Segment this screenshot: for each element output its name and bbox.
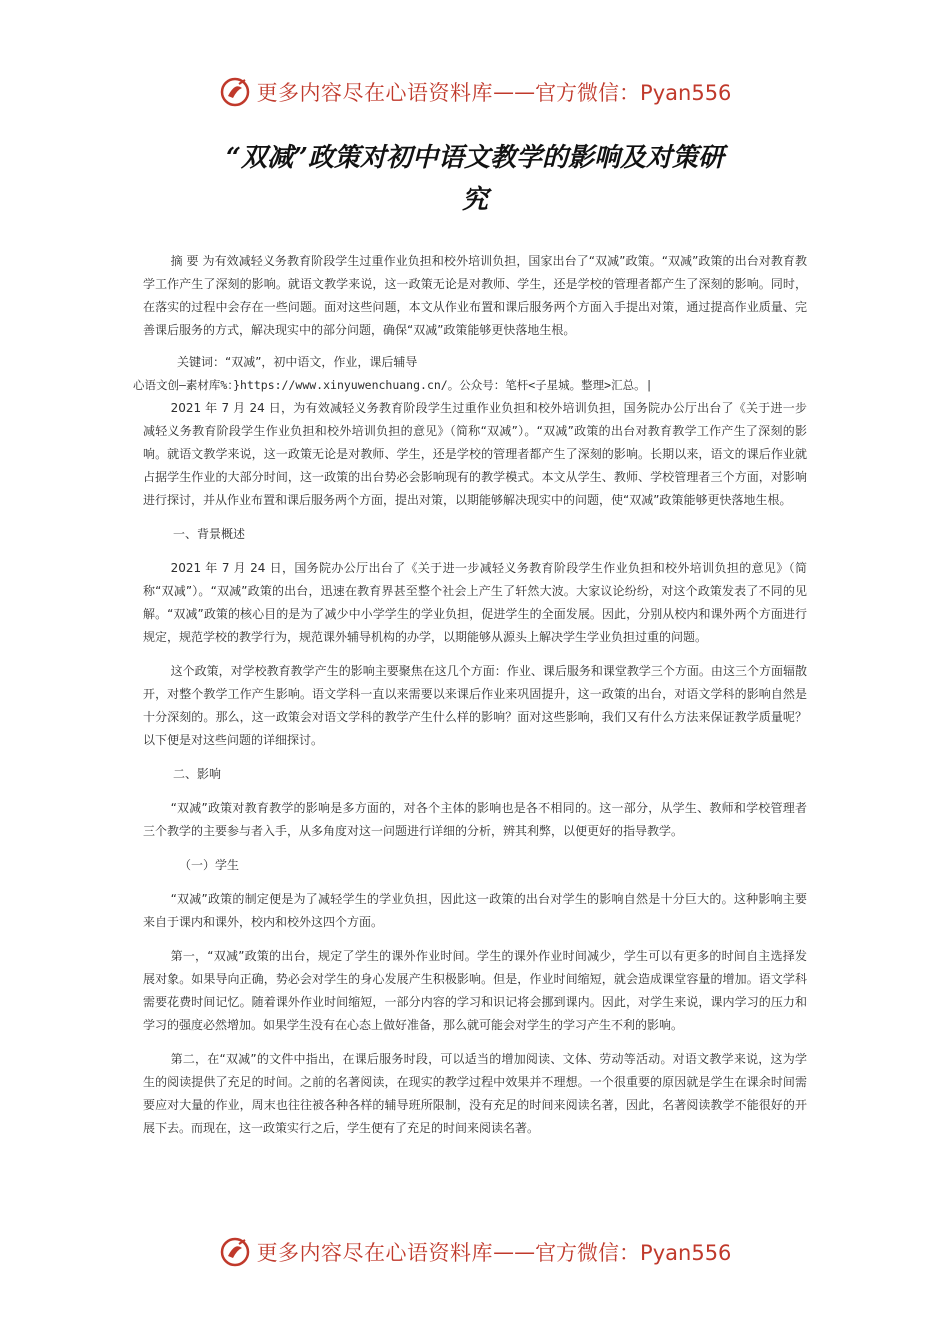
- banner-separator: ——: [493, 80, 536, 104]
- seal-logo-icon: [219, 76, 251, 108]
- subsection-heading-students: （一）学生: [179, 858, 240, 872]
- intro-paragraph: 2021 年 7 月 24 日，为有效减轻义务教育阶段学生过重作业负担和校外培训负担，国务院办公厅出台了《关于进一步减轻义务教育阶段学生作业负担和校外培训负担的意见》（简称“双减”）。“双减”政策的出台对教育教学工作产生了深刻的影响。就语文教学来说，这一政策无论是对教师、学生，还是学校的管理者都产生了深刻的影响。长期以来，语文的课后作业就占据学生作业的大部分时间，这一政策的出台势必会影响现有的教学模式。本文从学生、教师、学校管理者三个方面，对影响进行探讨，并从作业布置和课后服务两个方面，提出对策，以期能够解决现实中的问题，使“双减”政策能够更快落地生根。: [143, 401, 807, 507]
- banner-text: 更多内容尽在心语资料库: [256, 81, 494, 105]
- section-heading-impact: 二、影响: [173, 767, 222, 781]
- footer-banner: [0, 1232, 950, 1272]
- page-title-line1: “双减”政策对初中语文教学的影响及对策研: [226, 143, 724, 173]
- source-line: 心语文创—素材库%：}https://www.xinyuwenchuang.cn/。公众号：笔杆<子星城。整理>汇总。|: [133, 378, 653, 392]
- header-banner: [0, 72, 950, 112]
- banner-text: 更多内容尽在心语资料库: [256, 1241, 494, 1265]
- abstract-paragraph: 摘 要 为有效减轻义务教育阶段学生过重作业负担和校外培训负担，国家出台了“双减”政策。“双减”政策的出台对教育教学工作产生了深刻的影响。就语文教学来说，这一政策无论是对教师、学生，还是学校的管理者都产生了深刻的影响。同时，在落实的过程中会存在一些问题。面对这些问题，本文从作业布置和课后服务两个方面入手提出对策，通过提高作业质量、完善课后服务的方式，解决现实中的部分问题，确保“双减”政策能够更快落地生根。: [143, 254, 807, 337]
- students-paragraph-1: “双减”政策的制定便是为了减轻学生的学业负担，因此这一政策的出台对学生的影响自然是十分巨大的。这种影响主要来自于课内和课外，校内和校外这四个方面。: [143, 892, 807, 929]
- keywords-line: 关键词：“双减”，初中语文，作业，课后辅导: [177, 355, 418, 369]
- banner-wechat: 官方微信：Pyan556: [535, 81, 732, 105]
- seal-logo-icon: [219, 1236, 251, 1268]
- background-paragraph-2: 这个政策，对学校教育教学产生的影响主要聚焦在这几个方面：作业、课后服务和课堂教学三个方面。由这三个方面辐散开，对整个教学工作产生影响。语文学科一直以来需要以来课后作业来巩固提升，这一政策的出台，对语文学科的影响自然是十分深刻的。那么，这一政策会对语文学科的教学产生什么样的影响？面对这些影响，我们又有什么方法来保证教学质量呢？以下便是对这些问题的详细探讨。: [143, 664, 807, 747]
- students-paragraph-2: 第一，“双减”政策的出台，规定了学生的课外作业时间。学生的课外作业时间减少，学生可以有更多的时间自主选择发展对象。如果导向正确，势必会对学生的身心发展产生积极影响。但是，作业时间缩短，就会造成课堂容量的增加。语文学科需要花费时间记忆。随着课外作业时间缩短，一部分内容的学习和识记将会挪到课内。因此，对学生来说，课内学习的压力和学习的强度必然增加。如果学生没有在心态上做好准备，那么就可能会对学生的学习产生不利的影响。: [143, 949, 807, 1032]
- impact-paragraph-1: “双减”政策对教育教学的影响是多方面的，对各个主体的影响也是各不相同的。这一部分，从学生、教师和学校管理者三个教学的主要参与者入手，从多角度对这一问题进行详细的分析，辨其利弊，以便更好的指导教学。: [143, 801, 807, 838]
- page-title-line2: 究: [461, 185, 488, 215]
- students-paragraph-3: 第二，在“双减”的文件中指出，在课后服务时段，可以适当的增加阅读、文体、劳动等活动。对语文教学来说，这为学生的阅读提供了充足的时间。之前的名著阅读，在现实的教学过程中效果并不理想。一个很重要的原因就是学生在课余时间需要应对大量的作业，周末也往往被各种各样的辅导班所限制，没有充足的时间来阅读名著，因此，名著阅读教学不能很好的开展下去。而现在，这一政策实行之后，学生便有了充足的时间来阅读名著。: [143, 1052, 807, 1135]
- background-paragraph-1: 2021 年 7 月 24 日，国务院办公厅出台了《关于进一步减轻义务教育阶段学生作业负担和校外培训负担的意见》（简称“双减”）。“双减”政策的出台，迅速在教育界甚至整个社会上产生了轩然大波。大家议论纷纷，对这个政策发表了不同的见解。“双减”政策的核心目的是为了减少中小学学生的学业负担，促进学生的全面发展。因此，分别从校内和课外两个方面进行规定，规范学校的教学行为，规范课外辅导机构的办学，以期能够从源头上解决学生学业负担过重的问题。: [143, 561, 807, 644]
- banner-separator: ——: [493, 1240, 536, 1264]
- article-body: [133, 250, 807, 1140]
- section-heading-background: 一、背景概述: [173, 527, 246, 541]
- banner-wechat: 官方微信：Pyan556: [535, 1241, 732, 1265]
